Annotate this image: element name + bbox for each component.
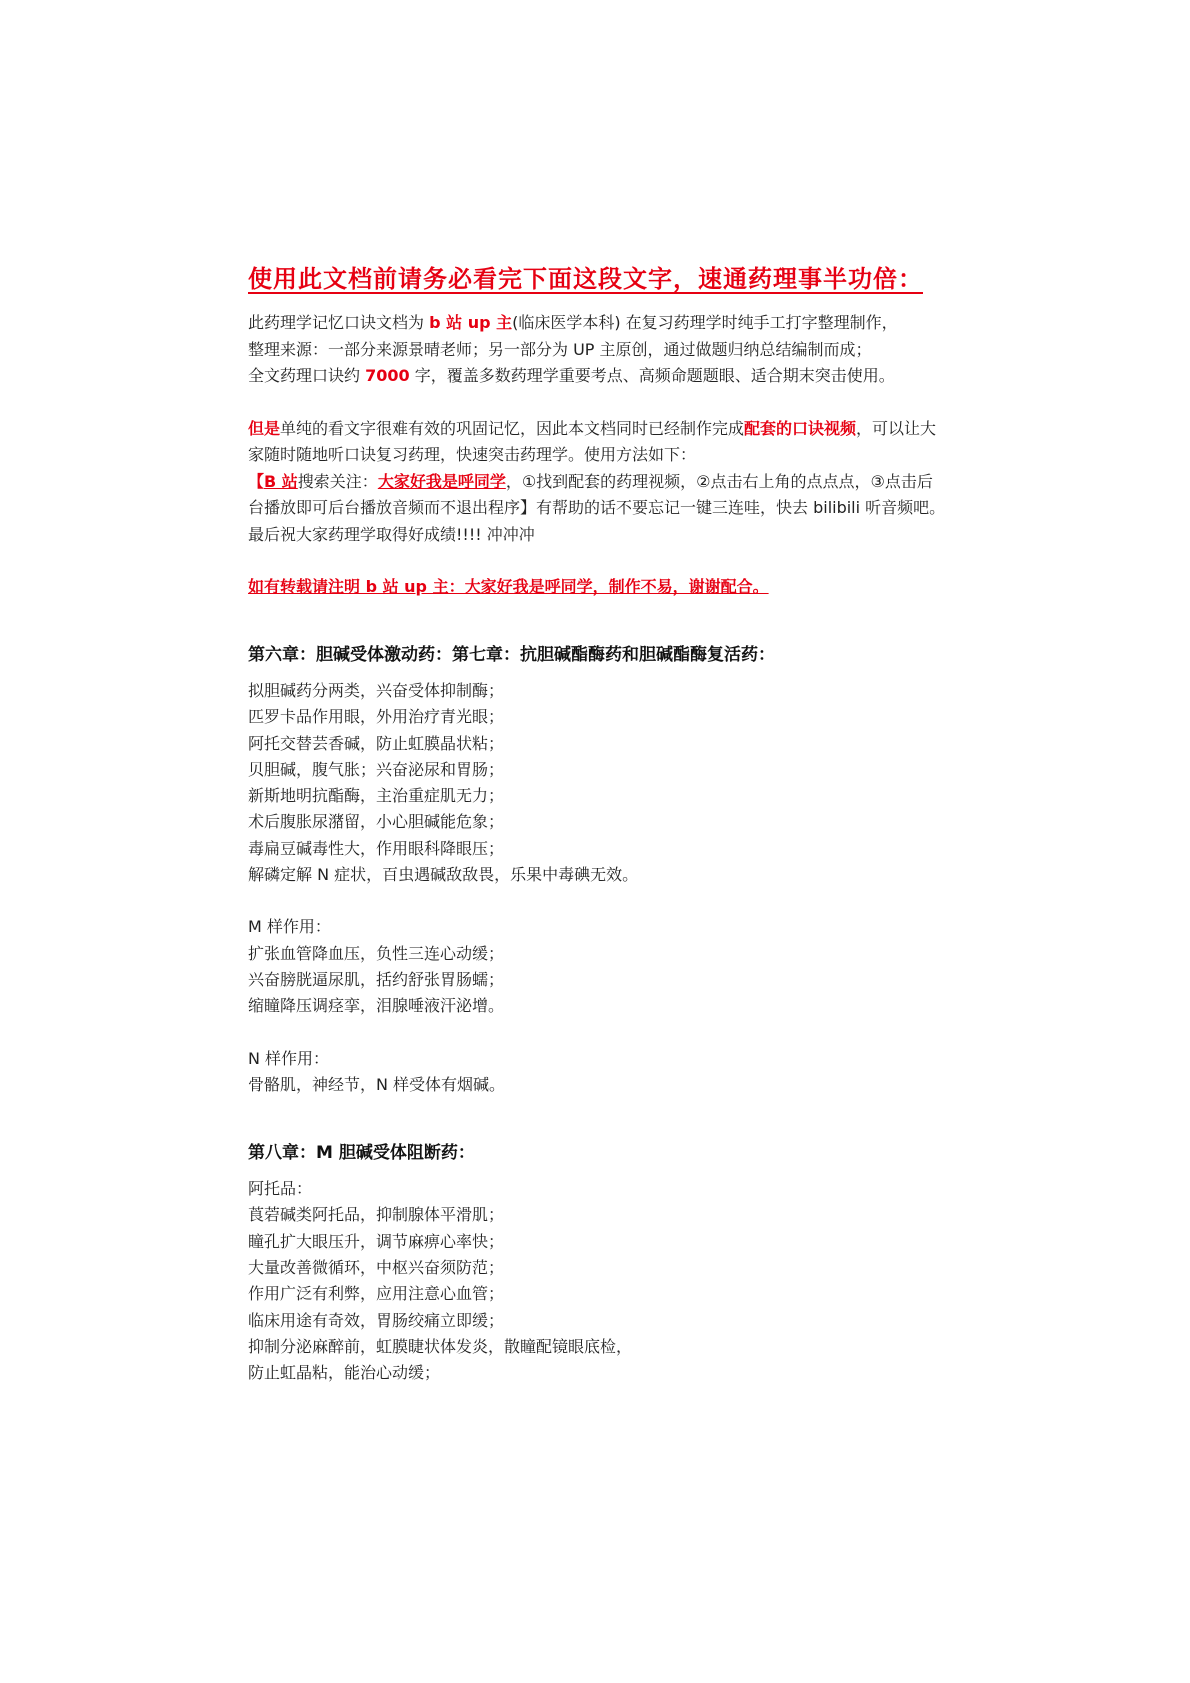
n-effects-heading: N 样作用： <box>248 1048 330 1068</box>
chapter-6-7-verses <box>248 678 948 888</box>
word-count-highlight: 7000 <box>365 366 410 385</box>
verse-line: 缩瞳降压调痉挛，泪腺唾液汗泌增。 <box>248 996 505 1016</box>
but-highlight: 但是 <box>248 418 281 438</box>
repost-notice: 如有转载请注明 b 站 up 主：大家好我是呼同学，制作不易，谢谢配合。 <box>248 577 769 596</box>
verse-line: 临床用途有奇效，胃肠绞痛立即缓； <box>248 1310 505 1330</box>
usage-paragraph: 但是单纯的看文字很难有效的巩固记忆，因此本文档同时已经制作完成配套的口诀视频，可以让大家随时随地听口诀复习药理，快速突击药理学。使用方法如下： <box>248 418 937 464</box>
up-owner-highlight: b 站 up 主 <box>429 313 513 332</box>
m-effects-block <box>248 914 948 1019</box>
verse-line: 大量改善微循环，中枢兴奋须防范； <box>248 1258 505 1278</box>
notice-title: 使用此文档前请务必看完下面这段文字，速通药理事半功倍： <box>248 264 923 293</box>
intro-block <box>248 310 948 390</box>
verse-line: 抑制分泌麻醉前，虹膜睫状体发炎，散瞳配镜眼底检， <box>248 1336 633 1356</box>
wish-line: 最后祝大家药理学取得好成绩!!!! 冲冲冲 <box>248 524 535 544</box>
verse-line: 防止虹晶粘，能治心动缓； <box>248 1363 441 1383</box>
up-name-link[interactable]: 大家好我是呼同学 <box>377 471 506 491</box>
verse-line: 术后腹胀尿潴留，小心胆碱能危象； <box>248 812 505 832</box>
m-effects-heading: M 样作用： <box>248 917 331 937</box>
usage-block <box>248 416 948 549</box>
chapter-8-heading: 第八章：M 胆碱受体阻断药： <box>248 1143 475 1164</box>
video-highlight: 配套的口诀视频 <box>744 418 857 438</box>
intro-line-2: 整理来源：一部分来源景晴老师；另一部分为 UP 主原创，通过做题归纳总结编制而成； <box>248 339 872 359</box>
verse-line: 贝胆碱，腹气胀；兴奋泌尿和胃肠； <box>248 759 505 779</box>
usage-instructions: 【B 站搜索关注：大家好我是呼同学，①找到配套的药理视频，②点击右上角的点点点，③点击后台播放即可后台播放音频而不退出程序】有帮助的话不要忘记一键三连哇，快去 bilibili 听音频吧。 <box>248 471 946 517</box>
verse-line: 毒扁豆碱毒性大，作用眼科降眼压； <box>248 838 505 858</box>
bilibili-link[interactable]: B 站 <box>264 471 298 491</box>
chapter-6-7-heading: 第六章：胆碱受体激动药：第七章：抗胆碱酯酶药和胆碱酯酶复活药： <box>248 645 775 665</box>
verse-line: 骨骼肌，神经节，N 样受体有烟碱。 <box>248 1074 506 1094</box>
verse-line: 新斯地明抗酯酶，主治重症肌无力； <box>248 786 505 806</box>
document-page <box>248 262 948 1387</box>
verse-line: 兴奋膀胱逼尿肌，括约舒张胃肠蠕； <box>248 969 505 989</box>
intro-line-1: 此药理学记忆口诀文档为 b 站 up 主(临床医学本科) 在复习药理学时纯手工打字整理制作， <box>248 313 898 332</box>
verse-line: 匹罗卡品作用眼，外用治疗青光眼； <box>248 707 505 727</box>
verse-line: 扩张血管降血压，负性三连心动缓； <box>248 943 505 963</box>
n-effects-block <box>248 1046 948 1099</box>
atropine-heading: 阿托品： <box>248 1179 313 1199</box>
chapter-8-verses <box>248 1176 948 1386</box>
verse-line: 莨菪碱类阿托品，抑制腺体平滑肌； <box>248 1205 505 1225</box>
intro-line-3: 全文药理口诀约 7000 字，覆盖多数药理学重要考点、高频命题题眼、适合期末突击使用。 <box>248 366 895 385</box>
verse-line: 瞳孔扩大眼压升，调节麻痹心率快； <box>248 1231 505 1251</box>
verse-line: 拟胆碱药分两类，兴奋受体抑制酶； <box>248 681 505 700</box>
verse-line: 阿托交替芸香碱，防止虹膜晶状粘； <box>248 733 505 753</box>
verse-line: 解磷定解 N 症状，百虫遇碱敌敌畏，乐果中毒碘无效。 <box>248 865 639 885</box>
verse-line: 作用广泛有利弊，应用注意心血管； <box>248 1284 505 1304</box>
